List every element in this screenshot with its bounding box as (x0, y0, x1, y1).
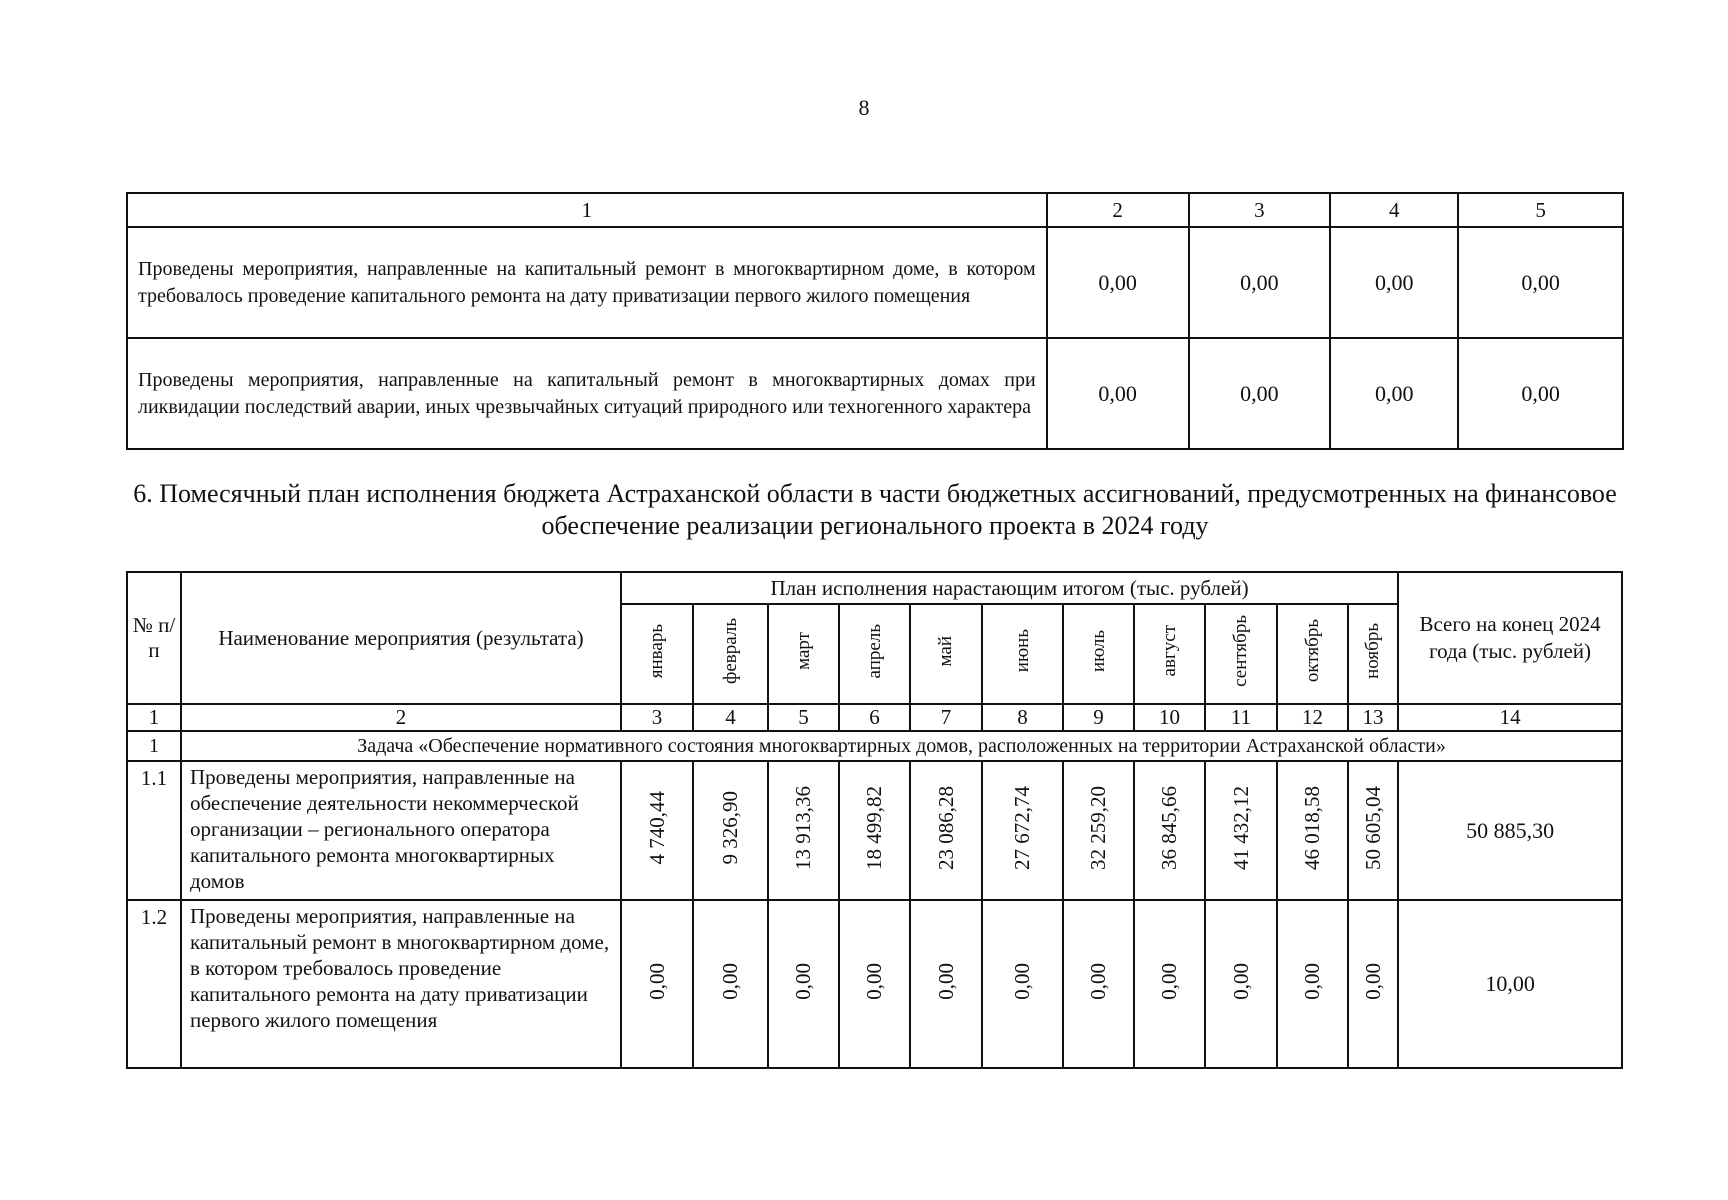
month-value (839, 761, 910, 900)
index-cell: 7 (910, 704, 982, 731)
results-table (126, 192, 1624, 450)
month-value (1348, 761, 1398, 900)
value-text: 9 326,90 (718, 790, 742, 865)
result-description: Проведены мероприятия, направленные на капитальный ремонт в многоквартирных домах при ликвидации последствий аварии, иных чрезвычайных ситуаций природного или техногенного характера (127, 338, 1047, 449)
value-text: 0,00 (1086, 962, 1110, 1000)
value-cell: 0,00 (1189, 227, 1331, 338)
index-cell: 9 (1063, 704, 1134, 731)
index-cell: 11 (1205, 704, 1277, 731)
value-cell: 0,00 (1047, 338, 1189, 449)
month-label: ноябрь (1362, 623, 1384, 679)
month-value (1277, 900, 1348, 1068)
value-text: 27 672,74 (1010, 785, 1034, 870)
results-table-header (127, 193, 1623, 227)
value-text: 4 740,44 (644, 790, 669, 865)
table-row (127, 227, 1623, 338)
value-text: 0,00 (933, 962, 958, 1000)
row-total: 50 885,30 (1398, 761, 1622, 900)
month-value (621, 761, 693, 900)
month-header (1277, 604, 1348, 704)
col-plan-header: План исполнения нарастающим итогом (тыс. рублей) (621, 572, 1398, 604)
value-text: 36 845,66 (1157, 785, 1181, 870)
task-text: Задача «Обеспечение нормативного состояния многоквартирных домов, расположенных на территории Астраханской области» (181, 731, 1622, 761)
value-text: 18 499,82 (862, 785, 886, 870)
value-text: 0,00 (1010, 962, 1034, 1000)
month-value (768, 900, 839, 1068)
index-cell: 3 (621, 704, 693, 731)
month-label: март (792, 632, 814, 670)
value-cell: 0,00 (1189, 338, 1331, 449)
index-cell: 10 (1134, 704, 1205, 731)
month-header (693, 604, 768, 704)
month-header (1348, 604, 1398, 704)
month-value (910, 900, 982, 1068)
value-cell: 0,00 (1458, 227, 1623, 338)
month-value (1063, 761, 1134, 900)
value-text: 0,00 (644, 962, 669, 1000)
month-header (621, 604, 693, 704)
index-cell: 2 (181, 704, 621, 731)
month-value (768, 761, 839, 900)
value-cell: 0,00 (1330, 227, 1458, 338)
month-value (1277, 761, 1348, 900)
month-value (839, 900, 910, 1068)
value-cell: 0,00 (1458, 338, 1623, 449)
month-header (768, 604, 839, 704)
index-cell: 8 (982, 704, 1063, 731)
month-value (1205, 761, 1277, 900)
month-header (1134, 604, 1205, 704)
value-text: 41 432,12 (1228, 785, 1253, 870)
row-name: Проведены мероприятия, направленные на капитальный ремонт в многоквартирном доме, в котором требовалось проведение капитального ремонта на дату приватизации первого жилого помещения (181, 900, 621, 1068)
index-cell: 5 (768, 704, 839, 731)
month-header (982, 604, 1063, 704)
index-cell: 13 (1348, 704, 1398, 731)
header-cell: 5 (1458, 193, 1623, 227)
index-cell: 14 (1398, 704, 1622, 731)
month-value (982, 761, 1063, 900)
index-cell: 1 (127, 704, 181, 731)
value-text: 23 086,28 (933, 785, 958, 870)
value-text: 0,00 (718, 962, 742, 1000)
month-value (1134, 900, 1205, 1068)
value-text: 0,00 (791, 962, 815, 1000)
col-total-header: Всего на конец 2024 года (тыс. рублей) (1398, 572, 1622, 704)
month-header (839, 604, 910, 704)
result-description: Проведены мероприятия, направленные на капитальный ремонт в многоквартирном доме, в котором требовалось проведение капитального ремонта на дату приватизации первого жилого помещения (127, 227, 1047, 338)
month-label: август (1158, 625, 1180, 677)
value-text: 32 259,20 (1086, 785, 1110, 870)
month-label: апрель (863, 623, 885, 679)
value-text: 13 913,36 (791, 785, 815, 870)
row-total: 10,00 (1398, 900, 1622, 1068)
table-row (127, 761, 1622, 900)
value-text: 0,00 (1300, 962, 1324, 1000)
table-row (127, 900, 1622, 1068)
month-label: октябрь (1301, 619, 1323, 683)
month-value (910, 761, 982, 900)
header-cell: 2 (1047, 193, 1189, 227)
month-label: май (935, 635, 956, 667)
month-label: июль (1087, 629, 1109, 673)
value-text: 0,00 (1360, 962, 1385, 1000)
month-value (982, 900, 1063, 1068)
month-value (693, 761, 768, 900)
month-header (910, 604, 982, 704)
header-cell: 4 (1330, 193, 1458, 227)
index-cell: 12 (1277, 704, 1348, 731)
value-cell: 0,00 (1047, 227, 1189, 338)
index-cell: 4 (693, 704, 768, 731)
col-no-header: № п/п (127, 572, 181, 704)
month-header (1205, 604, 1277, 704)
table-row (127, 338, 1623, 449)
row-no: 1.1 (127, 761, 181, 900)
header-row-top (127, 572, 1622, 604)
month-label: февраль (719, 618, 741, 684)
month-header (1063, 604, 1134, 704)
month-value (1134, 761, 1205, 900)
task-no: 1 (127, 731, 181, 761)
month-value (621, 900, 693, 1068)
month-value (1205, 900, 1277, 1068)
value-text: 46 018,58 (1300, 785, 1324, 870)
value-text: 0,00 (1228, 962, 1253, 1000)
header-cell: 1 (127, 193, 1047, 227)
value-cell: 0,00 (1330, 338, 1458, 449)
month-value (1063, 900, 1134, 1068)
row-name: Проведены мероприятия, направленные на обеспечение деятельности некоммерческой организации – регионального оператора капитального ремонта многоквартирных домов (181, 761, 621, 900)
page-number: 8 (858, 95, 870, 120)
task-row (127, 731, 1622, 761)
col-name-header: Наименование мероприятия (результата) (181, 572, 621, 704)
month-value (1348, 900, 1398, 1068)
header-cell: 3 (1189, 193, 1331, 227)
value-text: 0,00 (1157, 962, 1181, 1000)
monthly-plan-table (126, 571, 1623, 1069)
month-value (693, 900, 768, 1068)
month-label: январь (646, 623, 667, 679)
month-label: июнь (1011, 629, 1033, 673)
index-cell: 6 (839, 704, 910, 731)
index-row (127, 704, 1622, 731)
value-text: 50 605,04 (1360, 785, 1385, 870)
section-title: 6. Помесячный план исполнения бюджета Астраханской области в части бюджетных ассигнований, предусмотренных на финансовое обеспечение реализации регионального проекта в 2024 году (133, 479, 1617, 540)
month-label: сентябрь (1230, 615, 1251, 687)
value-text: 0,00 (862, 962, 886, 1000)
row-no: 1.2 (127, 900, 181, 1068)
